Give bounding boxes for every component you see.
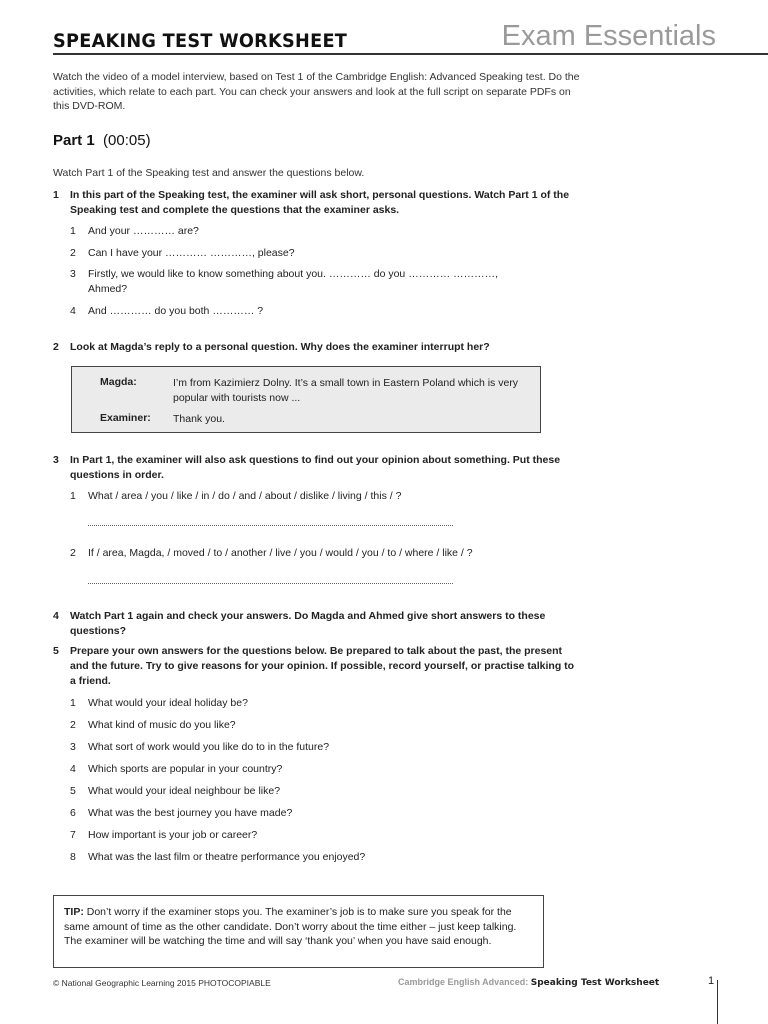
- question-number: 2: [53, 341, 59, 353]
- item-number: 3: [70, 741, 76, 753]
- tip-box: [53, 895, 544, 968]
- item-number: 5: [70, 785, 76, 797]
- item-number: 4: [70, 763, 76, 775]
- intro-paragraph: Watch the video of a model interview, based on Test 1 of the Cambridge English: Advanced Speaking test. Do the activities, which relate to each part. You can check your answers and look at the full script on separate PDFs on this DVD-ROM.: [53, 71, 580, 112]
- item-number: 1: [70, 697, 76, 709]
- part-heading: [53, 132, 151, 149]
- question-text: In Part 1, the examiner will also ask questions to find out your opinion about something. Put these questions in order.: [70, 454, 561, 481]
- question-text: Look at Magda’s reply to a personal question. Why does the examiner interrupt her?: [70, 341, 490, 353]
- tip-label: TIP:: [64, 906, 84, 918]
- question-number: 1: [53, 189, 59, 201]
- answer-line[interactable]: [88, 582, 453, 584]
- speaker-examiner: Examiner:: [100, 412, 151, 424]
- question-text: Prepare your own answers for the questions below. Be prepared to talk about the past, the present and the future. Try to give reasons for your opinion. If possible, record yourself, or practise talking to a friend.: [70, 645, 575, 687]
- item-text: Can I have your ………… …………, please?: [88, 247, 295, 259]
- question-number: 3: [53, 454, 59, 466]
- question-number: 4: [53, 610, 59, 622]
- item-number: 4: [70, 305, 76, 317]
- page-number: 1: [708, 975, 715, 987]
- item-number: 8: [70, 851, 76, 863]
- item-text: What was the last film or theatre performance you enjoyed?: [88, 851, 366, 863]
- item-text: What was the best journey you have made?: [88, 807, 293, 819]
- answer-line[interactable]: [88, 524, 453, 526]
- page-title: SPEAKING TEST WORKSHEET: [53, 30, 348, 52]
- item-text: Which sports are popular in your country?: [88, 763, 283, 775]
- question-number: 5: [53, 645, 59, 657]
- item-text: And your ………… are?: [88, 225, 199, 237]
- item-number: 3: [70, 268, 76, 280]
- item-number: 7: [70, 829, 76, 841]
- item-text: And ………… do you both ………… ?: [88, 305, 264, 317]
- item-text: What / area / you / like / in / do / and / about / dislike / living / this / ?: [88, 490, 402, 502]
- item-number: 2: [70, 247, 76, 259]
- footer-worksheet: Speaking Test Worksheet: [530, 978, 660, 988]
- copyright-notice: © National Geographic Learning 2015 PHOTOCOPIABLE: [53, 978, 271, 988]
- dialog-box: [71, 366, 541, 433]
- watch-instruction: Watch Part 1 of the Speaking test and answer the questions below.: [53, 167, 365, 179]
- item-number: 2: [70, 547, 76, 559]
- utterance-magda: I’m from Kazimierz Dolny. It’s a small town in Eastern Poland which is very popular with tourists now ...: [173, 377, 519, 404]
- speaker-magda: Magda:: [100, 376, 137, 388]
- footer-exam: Cambridge English Advanced:: [398, 977, 529, 987]
- part-label: Part 1: [53, 132, 95, 149]
- footer-title: [398, 977, 659, 988]
- item-text: What would your ideal neighbour be like?: [88, 785, 281, 797]
- question-text: Watch Part 1 again and check your answers. Do Magda and Ahmed give short answers to these questions?: [70, 610, 546, 637]
- item-number: 1: [70, 225, 76, 237]
- question-text: In this part of the Speaking test, the examiner will ask short, personal questions. Watch Part 1 of the Speaking test and complete the questions that the examiner asks.: [70, 189, 570, 216]
- brand-logo-text: Exam Essentials: [501, 20, 716, 52]
- part-time: (00:05): [103, 132, 151, 149]
- page-edge-line: [717, 980, 718, 1024]
- item-number: 1: [70, 490, 76, 502]
- item-text: What would your ideal holiday be?: [88, 697, 248, 709]
- item-text: If / area, Magda, / moved / to / another / live / you / would / you / to / where / like / ?: [88, 547, 473, 559]
- item-text: What kind of music do you like?: [88, 719, 236, 731]
- item-number: 2: [70, 719, 76, 731]
- item-text: How important is your job or career?: [88, 829, 258, 841]
- item-text: Firstly, we would like to know something about you. ………… do you ………… …………, Ahmed?: [88, 268, 499, 295]
- tip-text: Don’t worry if the examiner stops you. The examiner’s job is to make sure you speak for the same amount of time as the other candidate. Don’t worry about the time either – just keep talking. The examiner will be watching the time and will say ‘thank you’ when you have said enough.: [64, 906, 517, 947]
- header-divider: [53, 53, 768, 55]
- item-number: 6: [70, 807, 76, 819]
- item-text: What sort of work would you like do to in the future?: [88, 741, 330, 753]
- utterance-examiner: Thank you.: [173, 413, 225, 425]
